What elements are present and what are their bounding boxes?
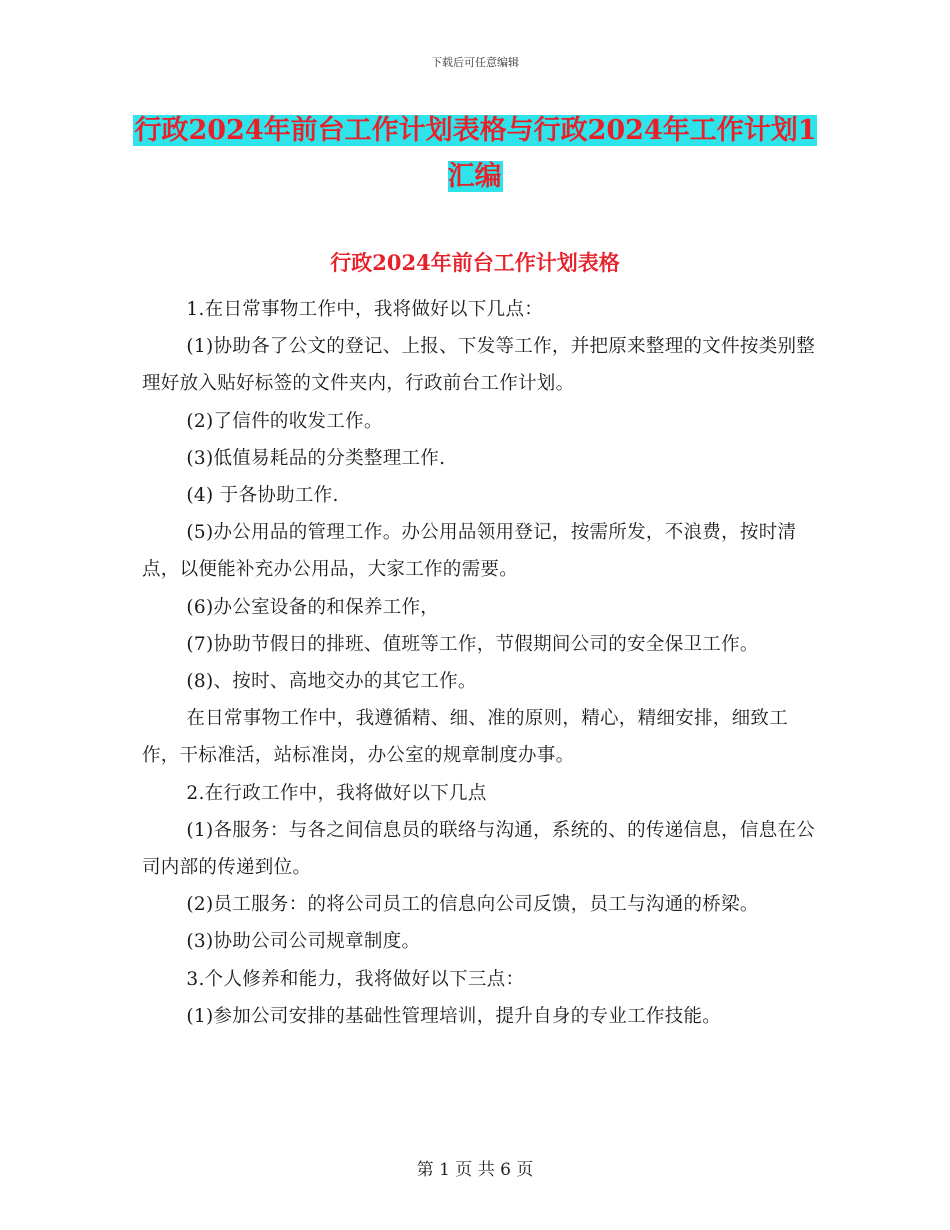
paragraph: (1)各服务：与各之间信息员的联络与沟通，系统的、的传递信息，信息在公司内部的传递到位。 — [142, 819, 816, 879]
paragraph: (2)了信件的收发工作。 — [186, 410, 383, 432]
paragraph: (1)参加公司安排的基础性管理培训，提升自身的专业工作技能。 — [186, 1005, 722, 1027]
paragraph: 1.在日常事物工作中，我将做好以下几点： — [186, 299, 544, 320]
paragraph: (5)办公用品的管理工作。办公用品领用登记，按需所发，不浪费，按时清点，以便能补充办公用品，大家工作的需要。 — [142, 522, 797, 581]
paragraph: (3)协助公司公司规章制度。 — [186, 931, 421, 953]
paragraph: (6)办公室设备的和保养工作， — [186, 596, 440, 618]
section-title: 行政2024年前台工作计划表格 — [330, 250, 620, 275]
page-footer: 第 1 页 共 6 页 — [416, 1160, 534, 1180]
paragraph: (4) 于各协助工作. — [186, 485, 339, 507]
paragraph: 2.在行政工作中，我将做好以下几点 — [186, 782, 487, 804]
paragraph: 在日常事物工作中，我遵循精、细、准的原则，精心，精细安排，细致工作，干标准活，站标准岗，办公室的规章制度办事。 — [142, 708, 788, 767]
paragraph: (8)、按时、高地交办的其它工作。 — [186, 671, 477, 693]
document-body — [142, 291, 820, 1035]
paragraph: (3)低值易耗品的分类整理工作. — [186, 447, 446, 469]
document-title-text: 行政2024年前台工作计划表格与行政2024年工作计划1汇编 — [134, 115, 817, 192]
header-note: 下载后可任意编辑 — [431, 56, 519, 69]
paragraph: (2)员工服务：的将公司员工的信息向公司反馈，员工与沟通的桥梁。 — [186, 894, 759, 916]
document-title — [120, 108, 830, 200]
paragraph: (7)协助节假日的排班、值班等工作，节假期间公司的安全保卫工作。 — [186, 633, 759, 655]
paragraph: (1)协助各了公文的登记、上报、下发等工作，并把原来整理的文件按类别整理好放入贴好标签的文件夹内，行政前台工作计划。 — [142, 336, 816, 395]
paragraph: 3.个人修养和能力，我将做好以下三点： — [186, 968, 525, 990]
